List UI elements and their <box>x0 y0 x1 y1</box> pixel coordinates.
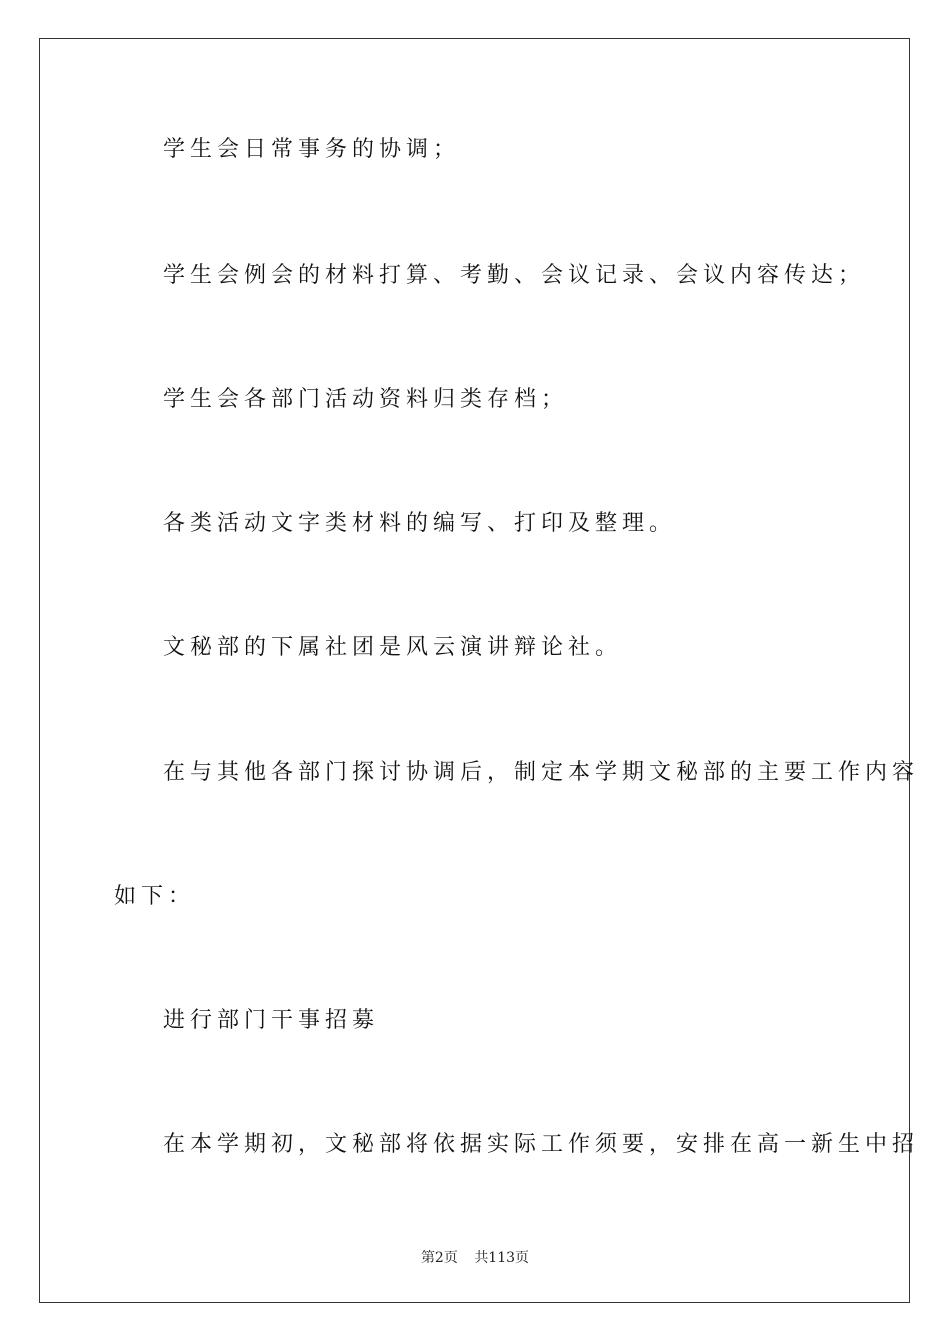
section-heading: 进行部门干事招募 <box>163 1008 380 1033</box>
paragraph-line-4: 各类活动文字类材料的编写、打印及整理。 <box>163 511 677 536</box>
paragraph-line-3: 学生会各部门活动资料归类存档； <box>163 387 569 412</box>
paragraph-line-6: 在与其他各部门探讨协调后，制定本学期文秘部的主要工作内容 <box>163 760 920 785</box>
paragraph-line-5: 文秘部的下属社团是风云演讲辩论社。 <box>163 635 623 660</box>
page-footer <box>0 1247 950 1267</box>
page-number: 第2页 <box>420 1250 458 1266</box>
paragraph-line-1: 学生会日常事务的协调； <box>163 137 461 162</box>
paragraph-line-7: 如下： <box>114 884 196 909</box>
page-border <box>39 38 910 1303</box>
page-total: 共113页 <box>474 1250 530 1266</box>
paragraph-line-2: 学生会例会的材料打算、考勤、会议记录、会议内容传达； <box>163 263 866 288</box>
paragraph-line-9: 在本学期初，文秘部将依据实际工作须要，安排在高一新生中招 <box>163 1132 920 1157</box>
